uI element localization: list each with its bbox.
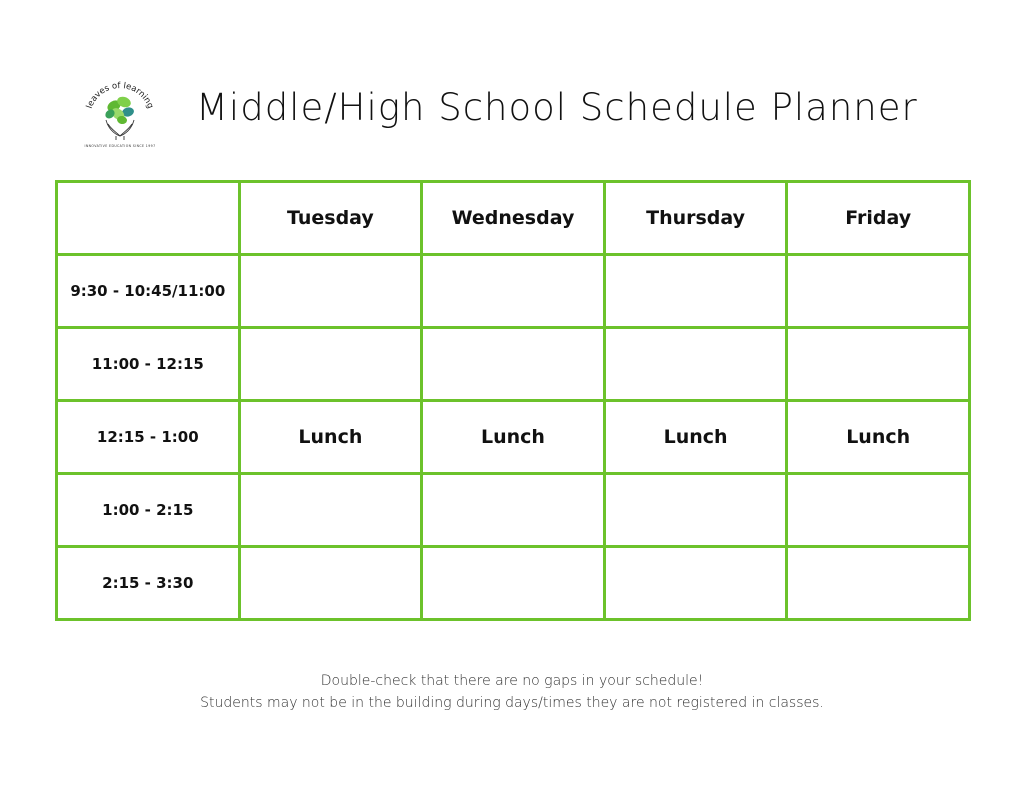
schedule-table [55,180,971,621]
leaf-cluster-icon [104,95,135,125]
schedule-cell[interactable] [604,328,787,401]
leaves-of-learning-logo [78,80,162,150]
time-slot-label: 1:00 - 2:15 [57,474,240,547]
table-row [57,328,970,401]
logo-tagline: INNOVATIVE EDUCATION SINCE 1997 [84,144,156,148]
schedule-cell[interactable] [422,255,605,328]
lunch-cell: Lunch [787,401,970,474]
day-header-tuesday: Tuesday [239,182,422,255]
time-slot-label: 2:15 - 3:30 [57,547,240,620]
schedule-cell[interactable] [604,547,787,620]
lunch-cell: Lunch [604,401,787,474]
time-slot-label: 12:15 - 1:00 [57,401,240,474]
table-row [57,255,970,328]
schedule-cell[interactable] [604,255,787,328]
day-header-thursday: Thursday [604,182,787,255]
corner-cell [57,182,240,255]
schedule-cell[interactable] [422,328,605,401]
schedule-cell[interactable] [787,255,970,328]
schedule-cell[interactable] [422,474,605,547]
footer-note-registration: Students may not be in the building during days/times they are not registered in classes. [200,695,824,711]
schedule-cell[interactable] [422,547,605,620]
schedule-cell[interactable] [239,474,422,547]
day-header-wednesday: Wednesday [422,182,605,255]
logo-graphic [78,80,162,150]
schedule-cell[interactable] [239,328,422,401]
table-row [57,401,970,474]
schedule-cell[interactable] [239,547,422,620]
schedule-cell[interactable] [787,328,970,401]
day-header-friday: Friday [787,182,970,255]
page-title: Middle/High School Schedule Planner [196,86,918,129]
lunch-cell: Lunch [422,401,605,474]
logo-name: leaves of learning [84,80,156,111]
header-row [57,182,970,255]
schedule-cell[interactable] [787,547,970,620]
time-slot-label: 9:30 - 10:45/11:00 [57,255,240,328]
schedule-cell[interactable] [239,255,422,328]
time-slot-label: 11:00 - 12:15 [57,328,240,401]
schedule-cell[interactable] [787,474,970,547]
schedule-cell[interactable] [604,474,787,547]
table-row [57,474,970,547]
lunch-cell: Lunch [239,401,422,474]
footer-note-gaps: Double-check that there are no gaps in your schedule! [320,673,704,689]
table-row [57,547,970,620]
